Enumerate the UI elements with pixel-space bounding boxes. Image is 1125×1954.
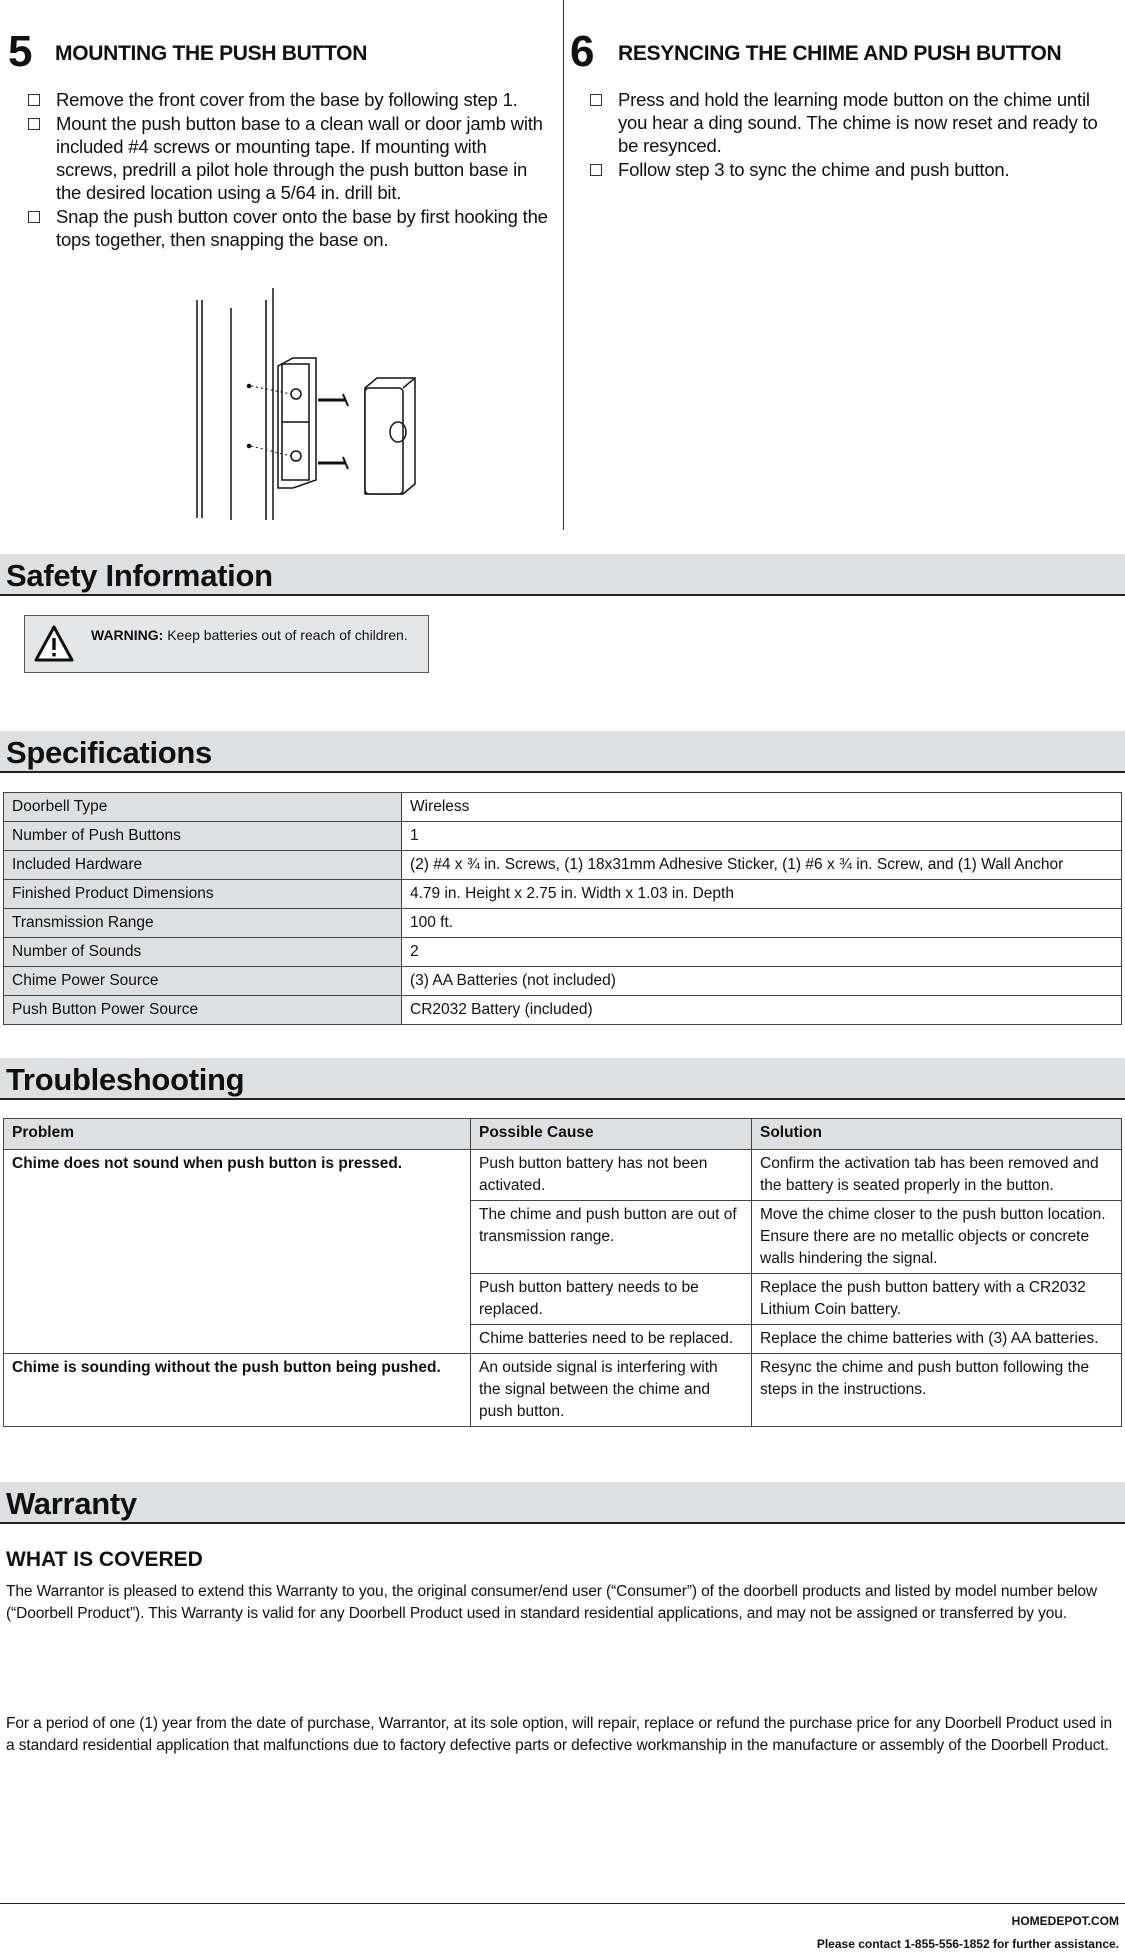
steps-section bbox=[0, 0, 1125, 530]
warranty-subheading: WHAT IS COVERED bbox=[6, 1548, 203, 1571]
table-row: Transmission Range 100 ft. bbox=[4, 909, 1122, 938]
table-row: Chime is sounding without the push button being pushed. An outside signal is interfering with the signal between the chime and push button. Resync the chime and push button following the steps in the instructions. bbox=[4, 1354, 1122, 1427]
table-row: Number of Push Buttons 1 bbox=[4, 822, 1122, 851]
list-item: Press and hold the learning mode button on the chime until you hear a ding sound. The chime is now reset and ready to be resynced. bbox=[578, 88, 1110, 157]
checkbox-icon bbox=[28, 94, 40, 106]
step-6-list bbox=[578, 88, 1110, 182]
footer-divider bbox=[0, 1903, 1125, 1904]
table-row: Included Hardware (2) #4 x ¾ in. Screws, (1) 18x31mm Adhesive Sticker, (1) #6 x ¾ in. Screw, and (1) Wall Anchor bbox=[4, 851, 1122, 880]
table-row: Chime Power Source (3) AA Batteries (not included) bbox=[4, 967, 1122, 996]
table-row: Chime batteries need to be replaced. Replace the chime batteries with (3) AA batteries. bbox=[4, 1325, 1122, 1354]
warning-triangle-icon bbox=[33, 624, 75, 664]
checkbox-icon bbox=[28, 118, 40, 130]
table-row: Doorbell Type Wireless bbox=[4, 793, 1122, 822]
footer-contact: Please contact 1-855-556-1852 for further assistance. bbox=[816, 1937, 1119, 1951]
table-row: Push button battery needs to be replaced. Replace the push button battery with a CR2032 Lithium Coin battery. bbox=[4, 1274, 1122, 1325]
warranty-paragraph: The Warrantor is pleased to extend this Warranty to you, the original consumer/end user (“Consumer”) of the doorbell products and listed by model number below (“Doorbell Product”). This Warranty is valid for any Doorbell Product used in standard residential applications, and may not be assigned or transferred by you. bbox=[6, 1583, 1097, 1622]
checkbox-icon bbox=[590, 94, 602, 106]
section-title: Troubleshooting bbox=[6, 1062, 245, 1097]
section-title: Warranty bbox=[6, 1486, 137, 1521]
list-item: Snap the push button cover onto the base by first hooking the tops together, then snapping the base on. bbox=[16, 205, 548, 251]
step-title: RESYNCING THE CHIME AND PUSH BUTTON bbox=[618, 42, 1062, 65]
list-item: Remove the front cover from the base by following step 1. bbox=[16, 88, 548, 111]
step-number: 5 bbox=[8, 27, 33, 76]
step-number: 6 bbox=[570, 27, 595, 76]
table-row: Number of Sounds 2 bbox=[4, 938, 1122, 967]
step-5-list bbox=[16, 88, 548, 252]
table-row: Chime does not sound when push button is pressed. Push button battery has not been activated. Confirm the activation tab has been removed and the battery is seated properly in the button. bbox=[4, 1150, 1122, 1201]
troubleshooting-table bbox=[3, 1118, 1122, 1427]
table-row: Finished Product Dimensions 4.79 in. Height x 2.75 in. Width x 1.03 in. Depth bbox=[4, 880, 1122, 909]
column-divider bbox=[563, 0, 564, 530]
checkbox-icon bbox=[590, 164, 602, 176]
step-title: MOUNTING THE PUSH BUTTON bbox=[55, 42, 368, 65]
list-item: Mount the push button base to a clean wall or door jamb with included #4 screws or mounting tape. If mounting with screws, predrill a pilot hole through the push button base in the desired location using a 5/64 in. drill bit. bbox=[16, 112, 548, 204]
warning-box bbox=[24, 615, 429, 673]
table-row: Push Button Power Source CR2032 Battery (included) bbox=[4, 996, 1122, 1025]
table-header-row: Problem Possible Cause Solution bbox=[4, 1119, 1122, 1150]
safety-section-header bbox=[0, 554, 1125, 596]
warranty-section-header bbox=[0, 1482, 1125, 1524]
section-title: Safety Information bbox=[6, 558, 273, 593]
checkbox-icon bbox=[28, 211, 40, 223]
troubleshooting-section-header bbox=[0, 1058, 1125, 1100]
section-title: Specifications bbox=[6, 735, 212, 770]
specifications-section-header bbox=[0, 731, 1125, 773]
footer-site: HOMEDEPOT.COM bbox=[1011, 1914, 1119, 1928]
warning-text: WARNING: Keep batteries out of reach of children. bbox=[91, 627, 408, 643]
table-row: The chime and push button are out of transmission range. Move the chime closer to the push button location. Ensure there are no metallic objects or concrete walls hindering the signal. bbox=[4, 1201, 1122, 1274]
list-item: Follow step 3 to sync the chime and push button. bbox=[578, 158, 1110, 181]
push-button-mounting-illustration bbox=[193, 288, 423, 520]
specifications-table bbox=[3, 792, 1122, 1025]
warranty-paragraph: For a period of one (1) year from the date of purchase, Warrantor, at its sole option, will repair, replace or refund the purchase price for any Doorbell Product used in a standard residential application that malfunctions due to factory defective parts or defective workmanship in the manufacture or assembly of the Doorbell Product. bbox=[6, 1715, 1112, 1754]
